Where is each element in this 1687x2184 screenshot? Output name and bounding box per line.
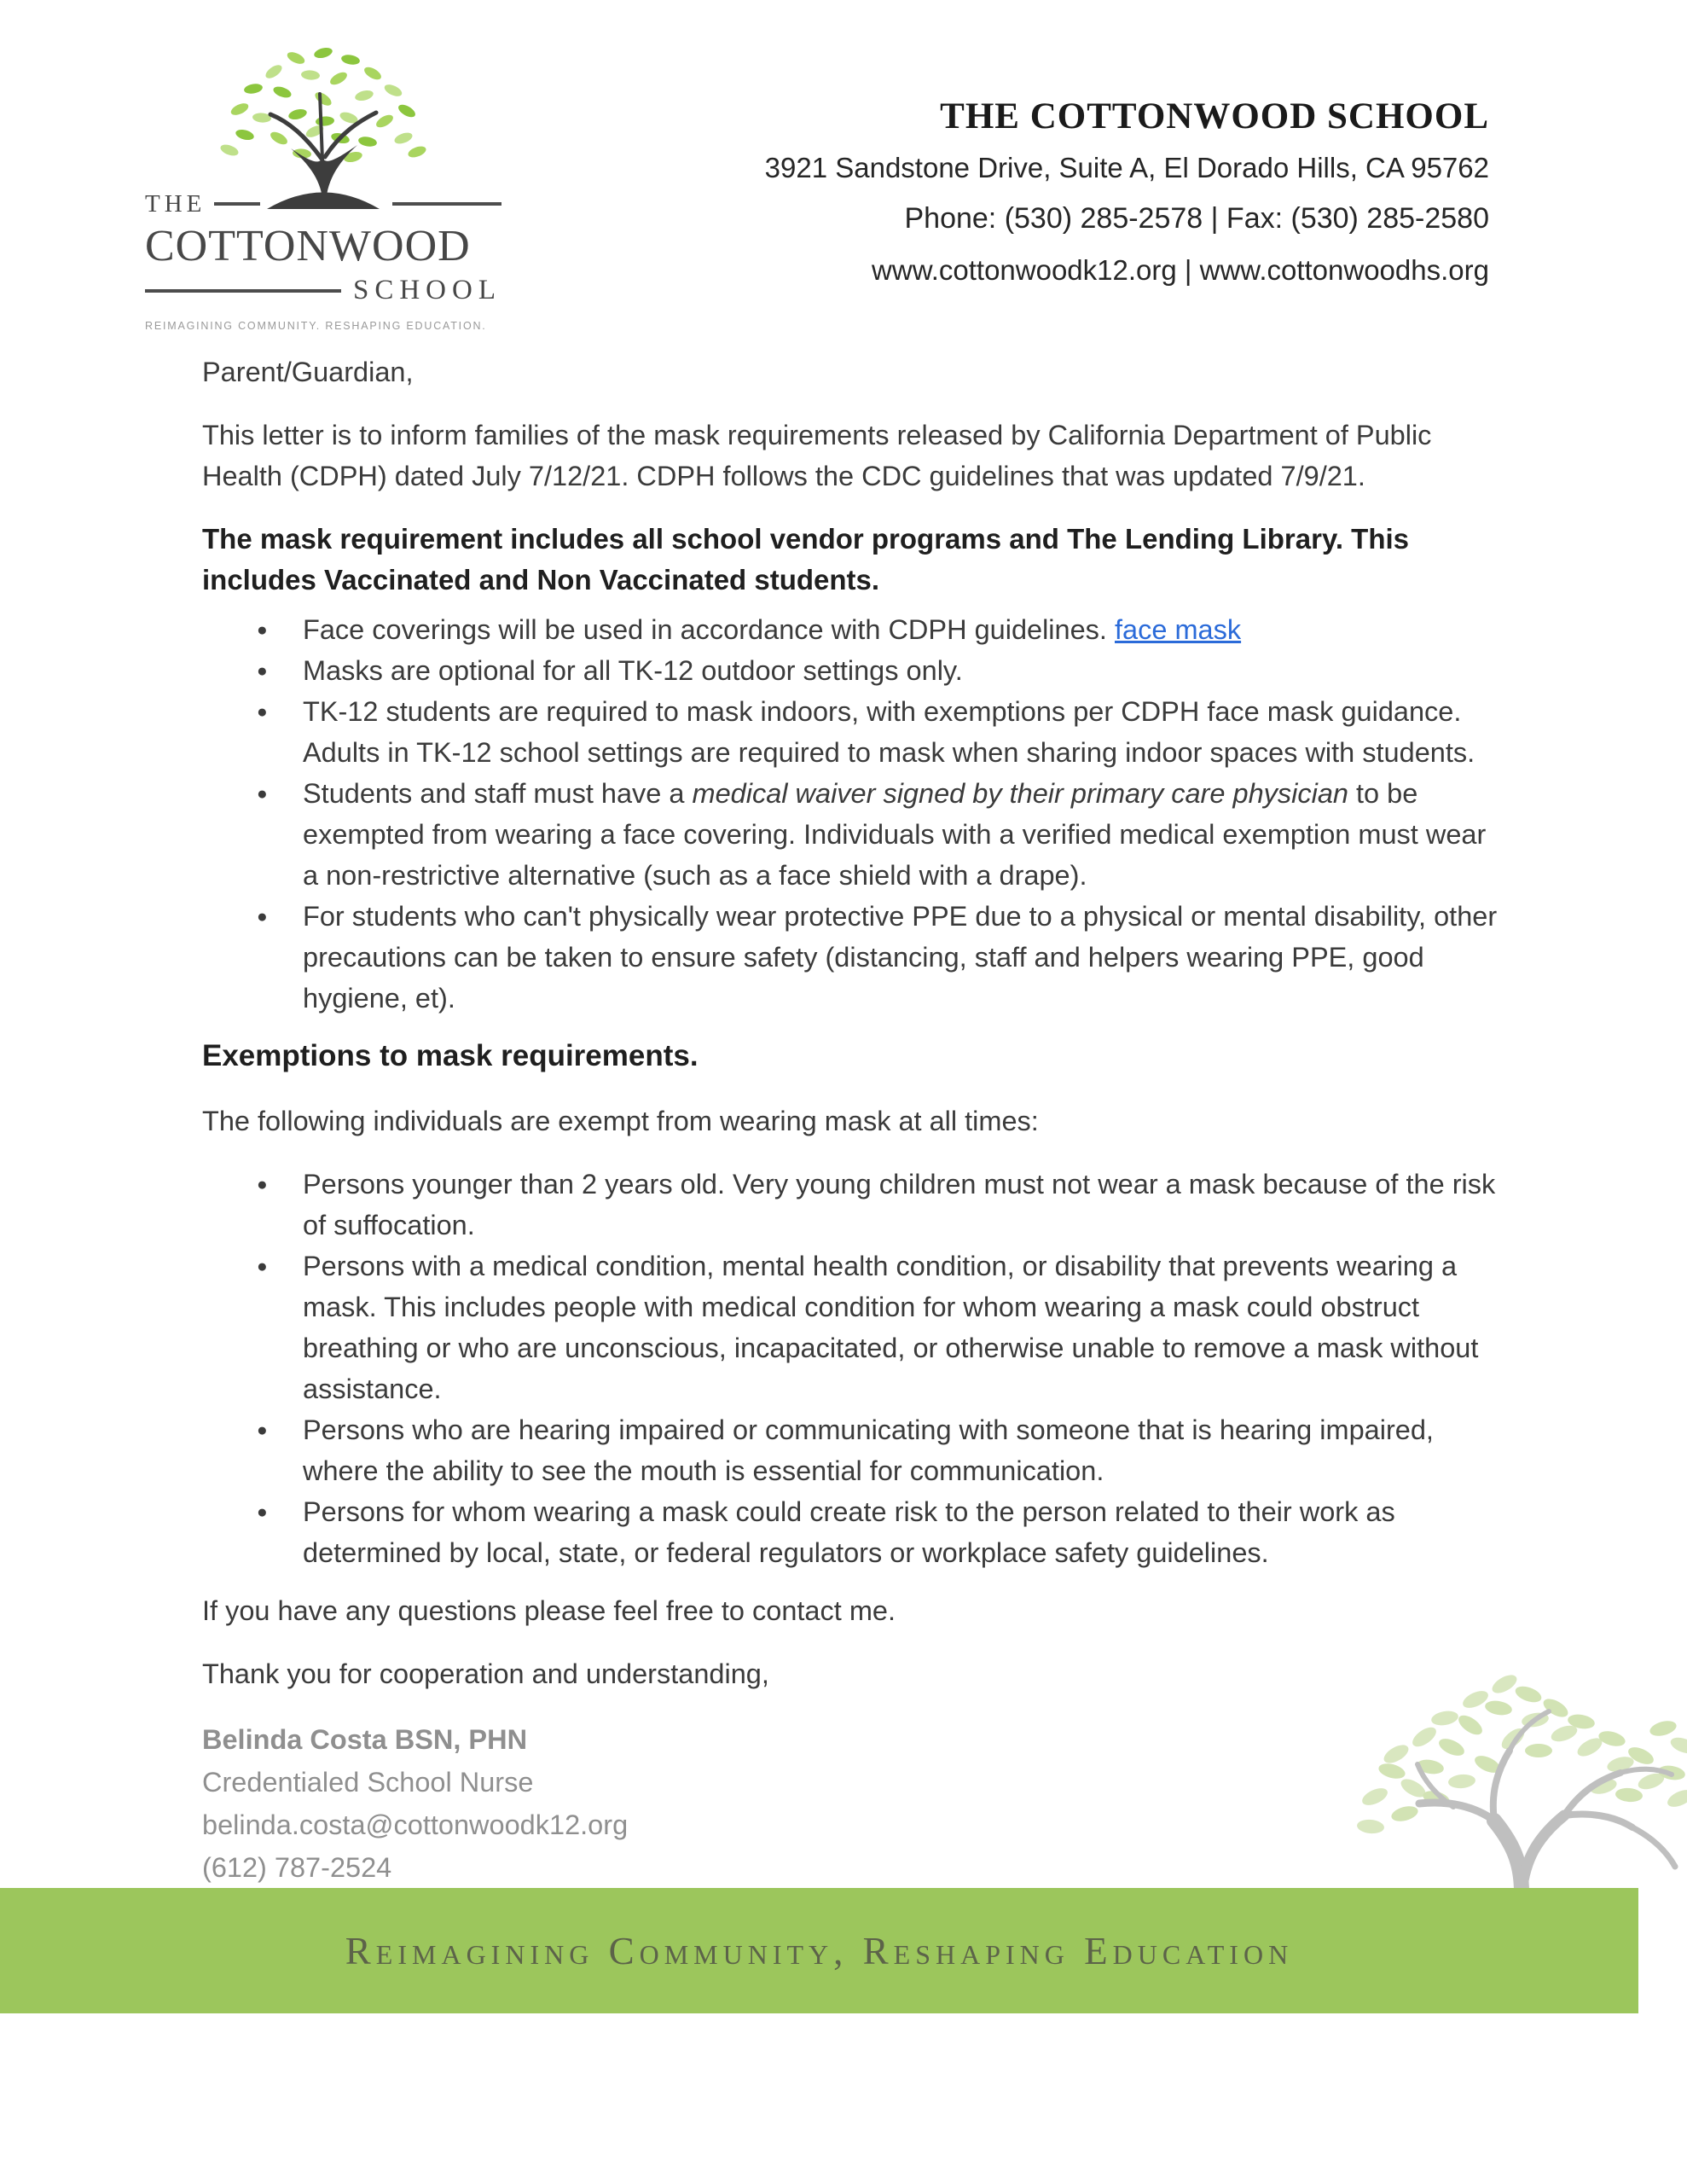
- bullet-item: ● TK-12 students are required to mask indoors, with exemptions per CDPH face mask guidance. Adults in TK-12 school settings are required to mask when sharing indoor spaces with students.: [303, 691, 1502, 773]
- bullet-text: Students and staff must have a: [303, 778, 693, 809]
- school-logo: [145, 39, 501, 332]
- school-phone-fax: Phone: (530) 285-2578 | Fax: (530) 285-2580: [904, 202, 1489, 235]
- bullet-item: [303, 609, 1502, 650]
- bullet-text: Face coverings will be used in accordance with CDPH guidelines.: [303, 614, 1115, 645]
- bullet-item: ● For students who can't physically wear protective PPE due to a physical or mental disability, other precautions can be taken to ensure safety (distancing, staff and helpers wearing PPE, good hygiene, et).: [303, 896, 1502, 1019]
- logo-dash-rule: [214, 202, 260, 206]
- closing-line: If you have any questions please feel free to contact me.: [202, 1595, 896, 1626]
- letter-body: [202, 351, 1502, 1889]
- school-name: THE COTTONWOOD SCHOOL: [940, 96, 1489, 136]
- logo-right-rule: [392, 202, 501, 206]
- bullet-item: ● Persons who are hearing impaired or communicating with someone that is hearing impaired, where the ability to see the mouth is essential for communication.: [303, 1409, 1502, 1491]
- signer-phone: (612) 787-2524: [202, 1852, 392, 1883]
- school-address: 3921 Sandstone Drive, Suite A, El Dorado Hills, CA 95762: [764, 152, 1489, 183]
- signer-title: Credentialed School Nurse: [202, 1767, 534, 1798]
- bullet-item: ● Persons younger than 2 years old. Very young children must not wear a mask because of the risk of suffocation.: [303, 1164, 1502, 1246]
- footer-tagline: Reimagining Community, Reshaping Education: [345, 1929, 1294, 1972]
- logo-tagline: REIMAGINING COMMUNITY. RESHAPING EDUCATION.: [145, 320, 487, 332]
- signature-block: [202, 1718, 1502, 1889]
- bullet-item: ● Persons for whom wearing a mask could create risk to the person related to their work as determined by local, state, or federal regulators or workplace safety guidelines.: [303, 1491, 1502, 1573]
- signer-name: Belinda Costa BSN, PHN: [202, 1724, 528, 1755]
- school-websites: www.cottonwoodk12.org | www.cottonwoodhs.org: [872, 254, 1489, 286]
- logo-school-text: SCHOOL: [352, 275, 501, 305]
- bullet-text: to be exempted from wearing a face covering. Individuals with a verified medical exemption must wear a non-restrictive alternative (such as a face shield with a drape).: [303, 778, 1487, 891]
- footer-band: [0, 1888, 1638, 2013]
- medical-waiver-italic: medical waiver signed by their primary care physician: [692, 778, 1348, 809]
- letterhead: [145, 39, 1489, 332]
- bullet-item: ● Persons with a medical condition, mental health condition, or disability that prevents wearing a mask. This includes people with medical condition for whom wearing a mask could obstruct breathing or who are unconscious, incapacitated, or otherwise unable to remove a mask without assistance.: [303, 1246, 1502, 1409]
- exemptions-intro: The following individuals are exempt from wearing mask at all times:: [202, 1106, 1039, 1136]
- logo-the-text: THE: [145, 189, 206, 218]
- mask-rules-list: [202, 609, 1502, 1019]
- logo-left-rule: [145, 289, 341, 293]
- signer-email: belinda.costa@cottonwoodk12.org: [202, 1809, 629, 1840]
- face-mask-link[interactable]: face mask: [1115, 614, 1242, 645]
- letterhead-contact-block: [765, 96, 1489, 287]
- bullet-item: ● Masks are optional for all TK-12 outdoor settings only.: [303, 650, 1502, 691]
- intro-paragraph: This letter is to inform families of the mask requirements released by California Department of Public Health (CDPH) dated July 7/12/21. CDPH follows the CDC guidelines that was updated 7/9/21.: [202, 420, 1432, 491]
- thanks-line: Thank you for cooperation and understanding,: [202, 1658, 769, 1689]
- bullet-item: [303, 773, 1502, 896]
- exemptions-heading: Exemptions to mask requirements.: [202, 1039, 699, 1072]
- salutation: Parent/Guardian,: [202, 357, 414, 387]
- logo-wordmark-row3: [145, 275, 501, 306]
- mask-requirement-notice: The mask requirement includes all school vendor programs and The Lending Library. This includes Vaccinated and Non Vaccinated students.: [202, 523, 1410, 595]
- exemptions-list: [202, 1164, 1502, 1573]
- logo-cottonwood-text: COTTONWOOD: [145, 222, 471, 270]
